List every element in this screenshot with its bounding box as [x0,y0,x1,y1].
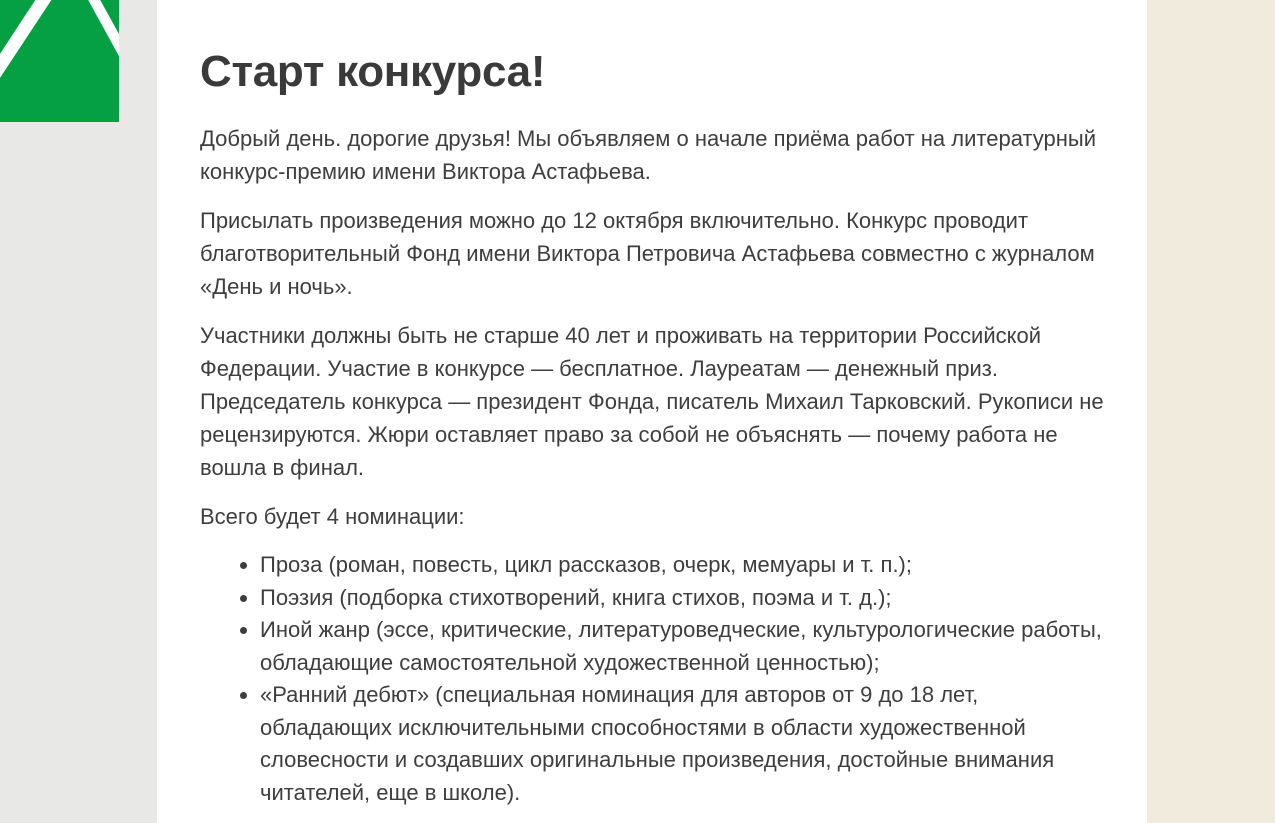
list-item [260,582,1107,615]
bullet-icon [240,595,247,602]
nominations-list [200,549,1107,809]
list-item [260,549,1107,582]
nomination-text: Поэзия (подборка стихотворений, книга стихов, поэма и т. д.); [260,584,892,610]
article-paragraph: Участники должны быть не старше 40 лет и проживать на территории Российской Федерации. Участие в конкурсе — бесплатное. Лауреатам — денежный приз. Председатель конкурса — президент Фонда, писатель Михаил Тарковский. Рукописи не рецензируются. Жюри оставляет право за собой не объяснять — почему работа не вошла в финал. [200,323,1104,480]
article-paragraph: Присылать произведения можно до 12 октября включительно. Конкурс проводит благотворительный Фонд имени Виктора Петровича Астафьева совместно с журналом «День и ночь». [200,208,1095,299]
list-item [260,679,1107,809]
right-background [1147,0,1275,823]
list-item [260,614,1107,679]
nominations-intro: Всего будет 4 номинации: [200,504,465,529]
article-paragraph: Добрый день. дорогие друзья! Мы объявляем о начале приёма работ на литературный конкурс-премию имени Виктора Астафьева. [200,126,1097,184]
nomination-text: «Ранний дебют» (специальная номинация для авторов от 9 до 18 лет, обладающих исключительными способностями в области художественной словесности и создавших оригинальные произведения, достойные внимания читателей, еще в школе). [260,682,1055,805]
bullet-icon [240,562,247,569]
road-logo-icon [0,0,119,122]
site-logo[interactable] [0,0,119,122]
article-title: Старт конкурса! [200,47,546,96]
bullet-icon [240,627,247,634]
nomination-text: Проза (роман, повесть, цикл рассказов, очерк, мемуары и т. п.); [260,552,912,577]
article-card [157,0,1147,823]
nomination-text: Иной жанр (эссе, критические, литературоведческие, культурологические работы, обладающие самостоятельной художественной ценностью); [260,617,1102,675]
bullet-icon [240,692,247,699]
